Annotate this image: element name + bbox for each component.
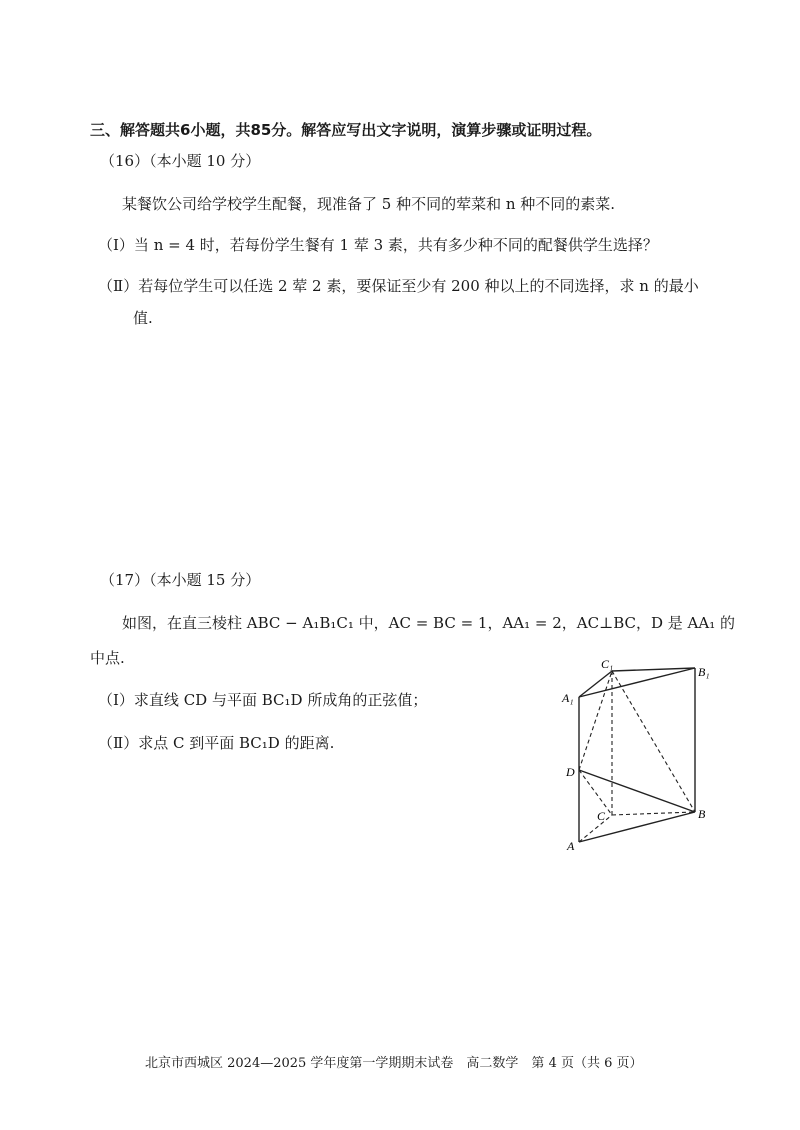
- page-footer: 北京市西城区 2024—2025 学年度第一学期期末试卷 高二数学 第 4 页（共 6 页）: [145, 1056, 643, 1071]
- label-b1: B₁: [698, 665, 710, 679]
- label-a1: A₁: [562, 691, 574, 705]
- edge-db: [579, 770, 695, 812]
- q17-header: （17）（本小题 15 分）: [100, 571, 261, 589]
- section-heading: 三、解答题共6小题，共85分。解答应写出文字说明，演算步骤或证明过程。: [90, 121, 602, 139]
- q17-part1: （Ⅰ）求直线 CD 与平面 BC₁D 所成角的正弦值；: [98, 691, 428, 709]
- label-a: A: [567, 839, 575, 853]
- label-c: C: [597, 809, 606, 823]
- q17-part2: （Ⅱ）求点 C 到平面 BC₁D 的距离.: [98, 734, 335, 752]
- label-d: D: [566, 765, 575, 779]
- label-c1: C₁: [601, 657, 614, 671]
- q16-part1: （Ⅰ）当 n = 4 时，若每份学生餐有 1 荤 3 素，共有多少种不同的配餐供学生选择？: [98, 236, 658, 254]
- edge-dc: [579, 770, 612, 815]
- q16-part2-line2: 值.: [133, 309, 153, 327]
- edge-c1b: [612, 671, 695, 812]
- q17-stem-line2: 中点.: [90, 649, 125, 667]
- q16-part2-line1: （Ⅱ）若每位学生可以任选 2 荤 2 素，要保证至少有 200 种以上的不同选择，求 n 的最小: [98, 277, 699, 295]
- q17-stem-line1: 如图，在直三棱柱 ABC − A₁B₁C₁ 中，AC = BC = 1，AA₁ = 2，AC⊥BC，D 是 AA₁ 的: [122, 614, 735, 632]
- edge-dc1: [579, 671, 612, 770]
- label-b: B: [698, 807, 706, 821]
- q16-stem: 某餐饮公司给学校学生配餐，现准备了 5 种不同的荤菜和 n 种不同的素菜.: [122, 195, 616, 213]
- q16-header: （16）（本小题 10 分）: [100, 152, 261, 170]
